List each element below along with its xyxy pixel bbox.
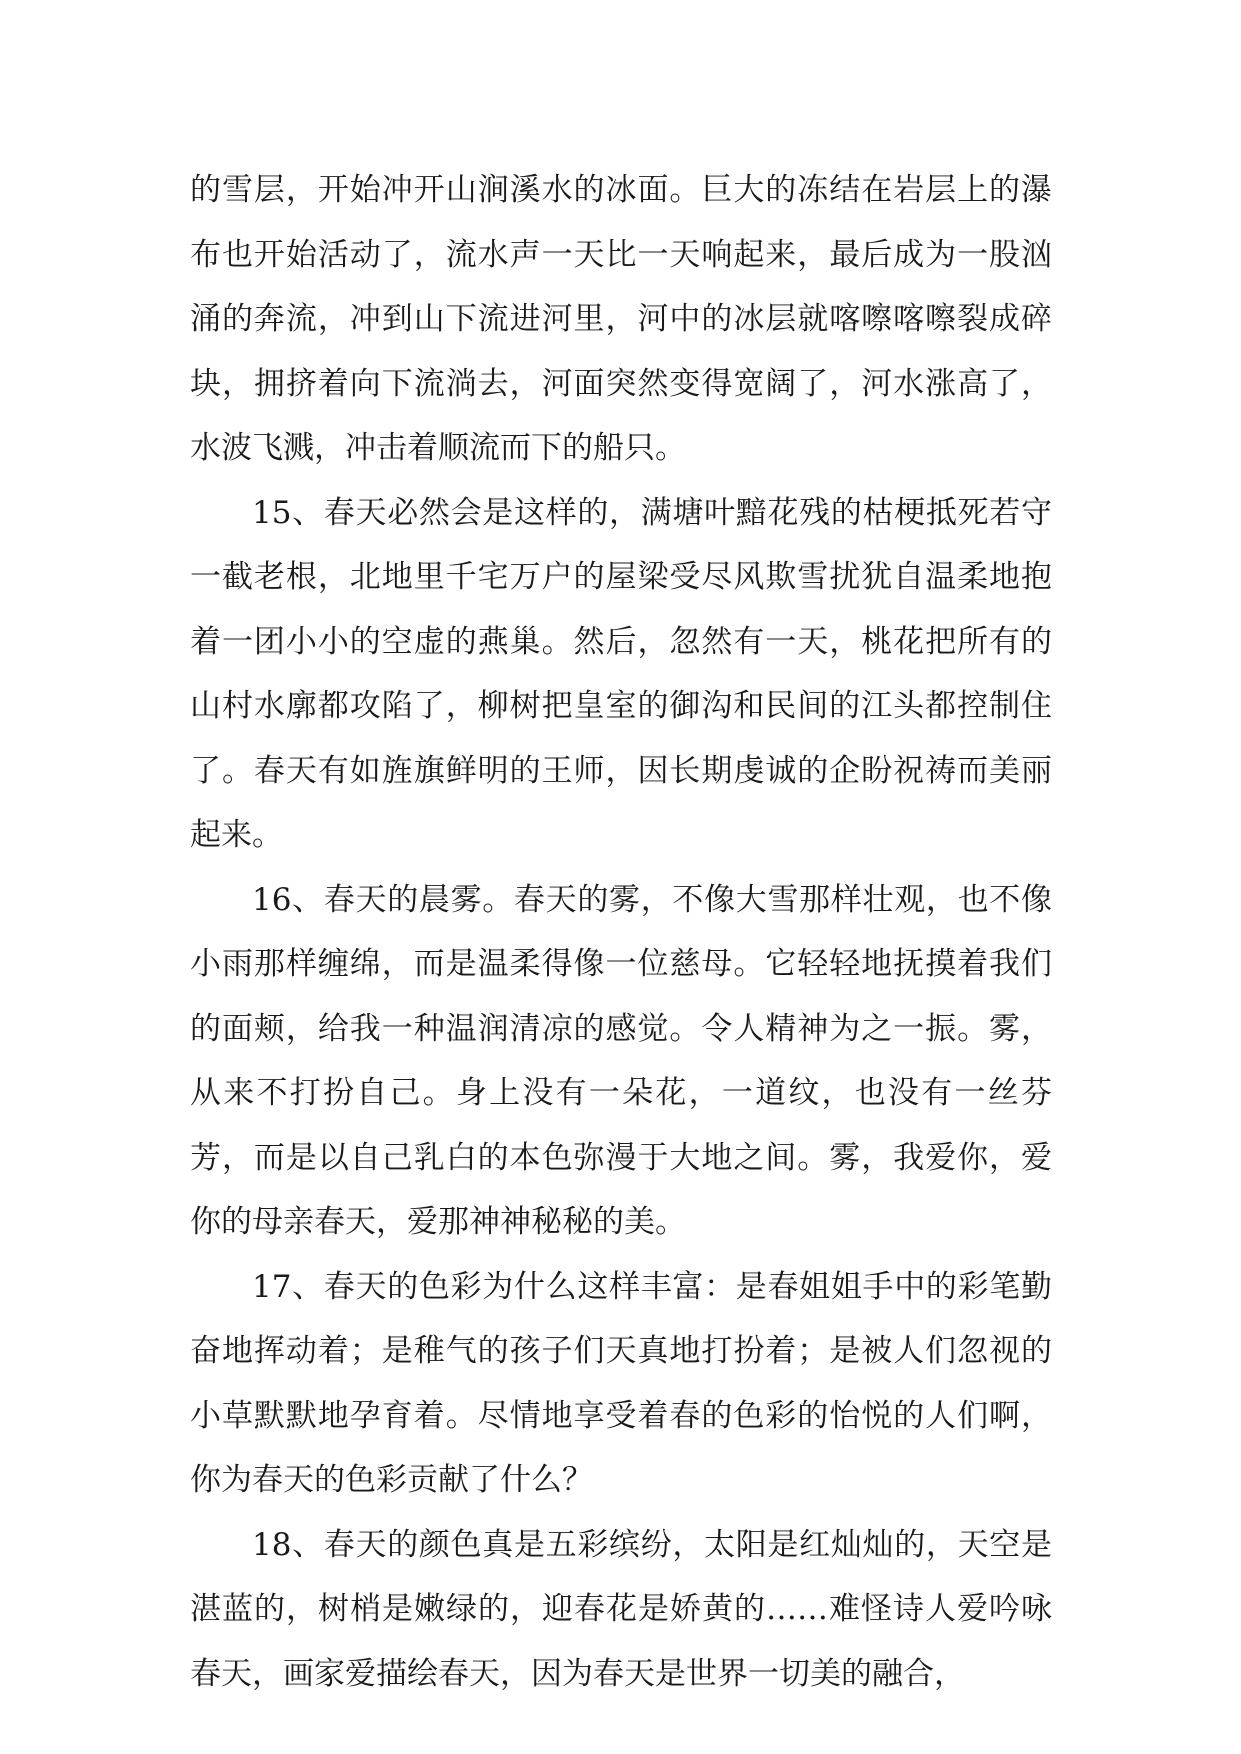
paragraph-18: 18、春天的颜色真是五彩缤纷，太阳是红灿灿的，天空是湛蓝的，树梢是嫩绿的，迎春花是娇黄的……难怪诗人爱吟咏春天，画家爱描绘春天，因为春天是世界一切美的融合， — [190, 1526, 1052, 1692]
document-body — [190, 158, 1052, 1706]
paragraph-15: 15、春天必然会是这样的，满塘叶黯花残的枯梗抵死若守一截老根，北地里千宅万户的屋梁受尽风欺雪扰犹自温柔地抱着一团小小的空虚的燕巢。然后，忽然有一天，桃花把所有的山村水廓都攻陷了，柳树把皇室的御沟和民间的江头都控制住了。春天有如旌旗鲜明的王师，因长期虔诚的企盼祝祷而美丽起来。 — [190, 494, 1052, 853]
paragraph-17: 17、春天的色彩为什么这样丰富：是春姐姐手中的彩笔勤奋地挥动着；是稚气的孩子们天真地打扮着；是被人们忽视的小草默默地孕育着。尽情地享受着春的色彩的怡悦的人们啊，你为春天的色彩贡献了什么？ — [190, 1268, 1052, 1498]
paragraph-continuation: 的雪层，开始冲开山涧溪水的冰面。巨大的冻结在岩层上的瀑布也开始活动了，流水声一天比一天响起来，最后成为一股汹涌的奔流，冲到山下流进河里，河中的冰层就喀嚓喀嚓裂成碎块，拥挤着向下流淌去，河面突然变得宽阔了，河水涨高了，水波飞溅，冲击着顺流而下的船只。 — [190, 172, 1052, 466]
paragraph-16: 16、春天的晨雾。春天的雾，不像大雪那样壮观，也不像小雨那样缠绵，而是温柔得像一位慈母。它轻轻地抚摸着我们的面颊，给我一种温润清凉的感觉。令人精神为之一振。雾，从来不打扮自己。身上没有一朵花，一道纹，也没有一丝芬芳，而是以自己乳白的本色弥漫于大地之间。雾，我爱你，爱你的母亲春天，爱那神神秘秘的美。 — [190, 881, 1052, 1240]
